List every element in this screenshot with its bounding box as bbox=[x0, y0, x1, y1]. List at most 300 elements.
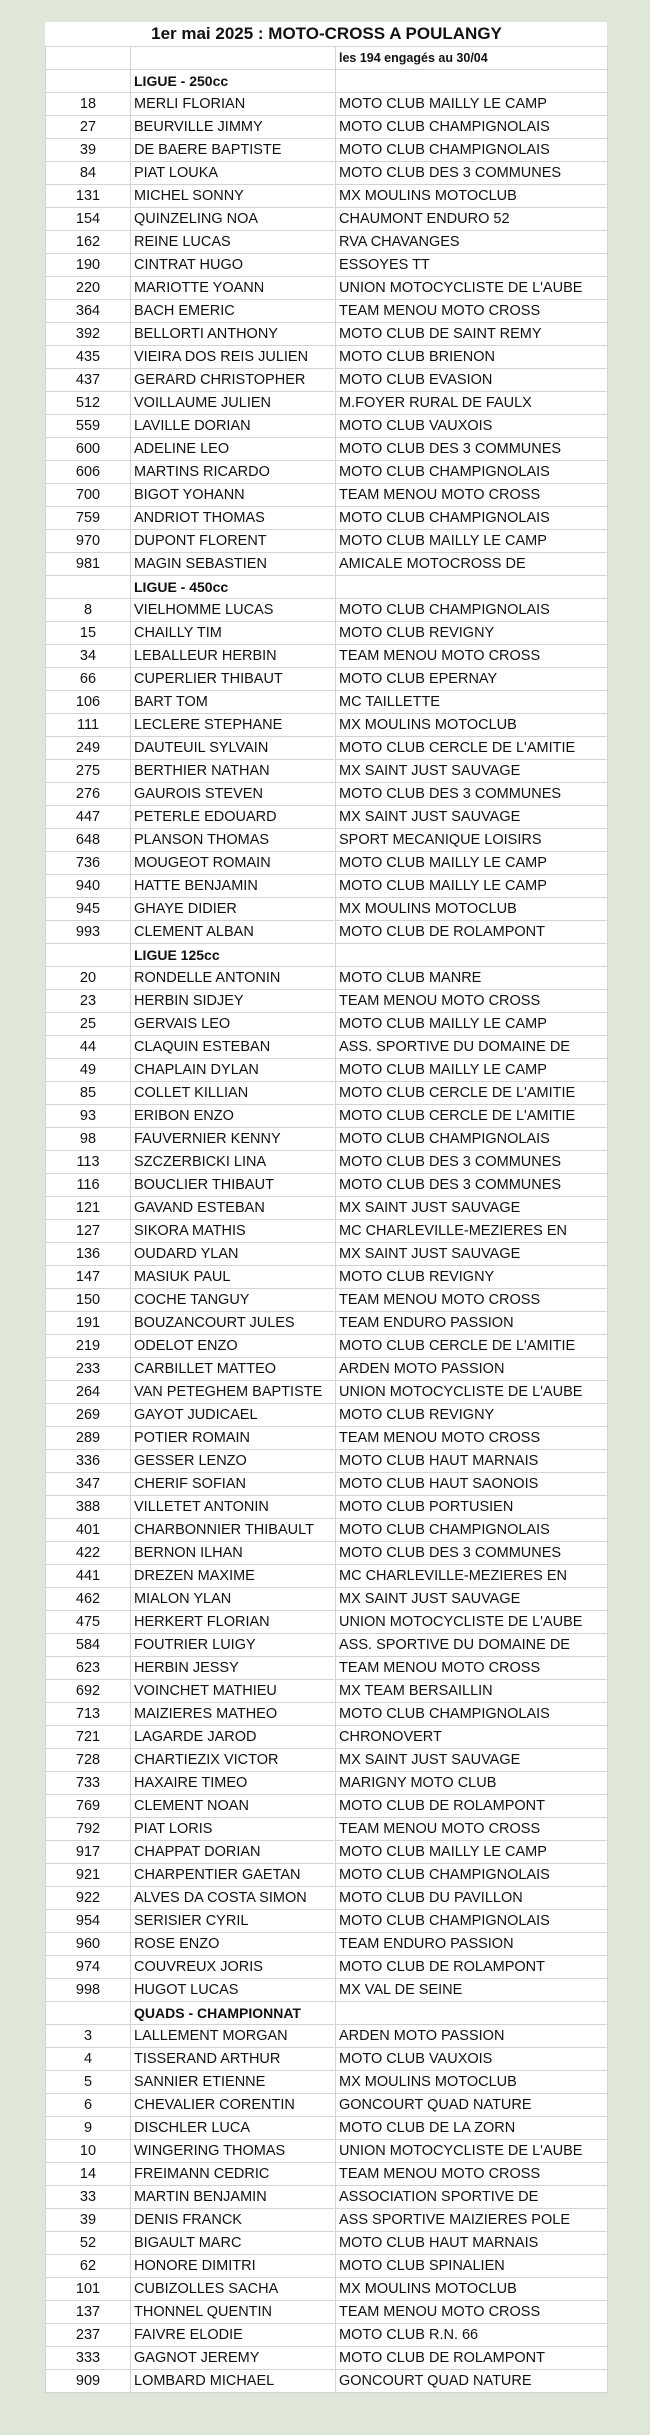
rider-club: MOTO CLUB DES 3 COMMUNES bbox=[336, 782, 608, 805]
rider-number: 131 bbox=[46, 184, 131, 207]
rider-club: MOTO CLUB REVIGNY bbox=[336, 1403, 608, 1426]
rider-club: MOTO CLUB CHAMPIGNOLAIS bbox=[336, 138, 608, 161]
rider-number: 106 bbox=[46, 690, 131, 713]
rider-name: DISCHLER LUCA bbox=[131, 2116, 336, 2139]
rider-row bbox=[46, 92, 608, 115]
rider-club: MOTO CLUB DES 3 COMMUNES bbox=[336, 161, 608, 184]
rider-name: MERLI FLORIAN bbox=[131, 92, 336, 115]
rider-name: ADELINE LEO bbox=[131, 437, 336, 460]
rider-number: 475 bbox=[46, 1610, 131, 1633]
rider-row bbox=[46, 1495, 608, 1518]
rider-club: MX MOULINS MOTOCLUB bbox=[336, 2277, 608, 2300]
rider-number: 960 bbox=[46, 1932, 131, 1955]
rider-number: 34 bbox=[46, 644, 131, 667]
rider-row bbox=[46, 414, 608, 437]
rider-row bbox=[46, 1932, 608, 1955]
rider-row bbox=[46, 598, 608, 621]
blank-cell bbox=[46, 575, 131, 598]
rider-number: 39 bbox=[46, 138, 131, 161]
rider-row bbox=[46, 966, 608, 989]
rider-number: 447 bbox=[46, 805, 131, 828]
rider-number: 559 bbox=[46, 414, 131, 437]
section-label: LIGUE - 250cc bbox=[131, 69, 336, 92]
rider-number: 435 bbox=[46, 345, 131, 368]
rider-number: 974 bbox=[46, 1955, 131, 1978]
rider-club: MOTO CLUB HAUT MARNAIS bbox=[336, 1449, 608, 1472]
rider-number: 600 bbox=[46, 437, 131, 460]
rider-number: 98 bbox=[46, 1127, 131, 1150]
rider-number: 85 bbox=[46, 1081, 131, 1104]
rider-number: 721 bbox=[46, 1725, 131, 1748]
rider-name: PIAT LORIS bbox=[131, 1817, 336, 1840]
rider-name: BERTHIER NATHAN bbox=[131, 759, 336, 782]
rider-row bbox=[46, 2300, 608, 2323]
rider-number: 606 bbox=[46, 460, 131, 483]
rider-number: 512 bbox=[46, 391, 131, 414]
rider-club: MOTO CLUB MAILLY LE CAMP bbox=[336, 1058, 608, 1081]
rider-row bbox=[46, 1081, 608, 1104]
rider-number: 18 bbox=[46, 92, 131, 115]
rider-number: 333 bbox=[46, 2346, 131, 2369]
rider-name: MIALON YLAN bbox=[131, 1587, 336, 1610]
rider-number: 10 bbox=[46, 2139, 131, 2162]
rider-club: MOTO CLUB MAILLY LE CAMP bbox=[336, 92, 608, 115]
section-label: LIGUE 125cc bbox=[131, 943, 336, 966]
rider-name: VIEIRA DOS REIS JULIEN bbox=[131, 345, 336, 368]
rider-name: COLLET KILLIAN bbox=[131, 1081, 336, 1104]
rider-club: TEAM MENOU MOTO CROSS bbox=[336, 2300, 608, 2323]
rider-name: WINGERING THOMAS bbox=[131, 2139, 336, 2162]
rider-row bbox=[46, 2369, 608, 2392]
rider-row bbox=[46, 1472, 608, 1495]
rider-row bbox=[46, 897, 608, 920]
rider-row bbox=[46, 1610, 608, 1633]
rider-name: CINTRAT HUGO bbox=[131, 253, 336, 276]
rider-name: GESSER LENZO bbox=[131, 1449, 336, 1472]
rider-club: MX SAINT JUST SAUVAGE bbox=[336, 759, 608, 782]
rider-number: 388 bbox=[46, 1495, 131, 1518]
rider-row bbox=[46, 644, 608, 667]
rider-club: MOTO CLUB MAILLY LE CAMP bbox=[336, 1840, 608, 1863]
rider-name: VAN PETEGHEM BAPTISTE bbox=[131, 1380, 336, 1403]
section-header-row bbox=[46, 575, 608, 598]
rider-club: MX MOULINS MOTOCLUB bbox=[336, 713, 608, 736]
rider-number: 940 bbox=[46, 874, 131, 897]
rider-number: 220 bbox=[46, 276, 131, 299]
rider-club: MOTO CLUB SPINALIEN bbox=[336, 2254, 608, 2277]
rider-name: LALLEMENT MORGAN bbox=[131, 2024, 336, 2047]
rider-club: MOTO CLUB DE ROLAMPONT bbox=[336, 1794, 608, 1817]
rider-club: TEAM MENOU MOTO CROSS bbox=[336, 299, 608, 322]
rider-club: MOTO CLUB CERCLE DE L'AMITIE bbox=[336, 1104, 608, 1127]
rider-row bbox=[46, 1886, 608, 1909]
rider-number: 909 bbox=[46, 2369, 131, 2392]
rider-name: SZCZERBICKI LINA bbox=[131, 1150, 336, 1173]
rider-club: MOTO CLUB CHAMPIGNOLAIS bbox=[336, 460, 608, 483]
rider-row bbox=[46, 759, 608, 782]
rider-number: 8 bbox=[46, 598, 131, 621]
rider-name: CHARPENTIER GAETAN bbox=[131, 1863, 336, 1886]
rider-club: MOTO CLUB CHAMPIGNOLAIS bbox=[336, 506, 608, 529]
rider-name: MICHEL SONNY bbox=[131, 184, 336, 207]
rider-club: MOTO CLUB CHAMPIGNOLAIS bbox=[336, 598, 608, 621]
rider-club: MOTO CLUB DE LA ZORN bbox=[336, 2116, 608, 2139]
rider-name: VIELHOMME LUCAS bbox=[131, 598, 336, 621]
rider-number: 137 bbox=[46, 2300, 131, 2323]
rider-club: MX VAL DE SEINE bbox=[336, 1978, 608, 2001]
rider-name: VOILLAUME JULIEN bbox=[131, 391, 336, 414]
rider-number: 276 bbox=[46, 782, 131, 805]
rider-row bbox=[46, 874, 608, 897]
rider-club: SPORT MECANIQUE LOISIRS bbox=[336, 828, 608, 851]
rider-club: UNION MOTOCYCLISTE DE L'AUBE bbox=[336, 2139, 608, 2162]
rider-number: 25 bbox=[46, 1012, 131, 1035]
rider-number: 981 bbox=[46, 552, 131, 575]
rider-row bbox=[46, 1265, 608, 1288]
rider-row bbox=[46, 1035, 608, 1058]
rider-row bbox=[46, 2116, 608, 2139]
rider-number: 44 bbox=[46, 1035, 131, 1058]
blank-cell bbox=[46, 943, 131, 966]
rider-name: BIGAULT MARC bbox=[131, 2231, 336, 2254]
rider-number: 191 bbox=[46, 1311, 131, 1334]
rider-club: MOTO CLUB HAUT MARNAIS bbox=[336, 2231, 608, 2254]
blank-cell bbox=[131, 46, 336, 69]
rider-row bbox=[46, 2277, 608, 2300]
rider-club: ASSOCIATION SPORTIVE DE bbox=[336, 2185, 608, 2208]
rider-club: CHAUMONT ENDURO 52 bbox=[336, 207, 608, 230]
rider-number: 190 bbox=[46, 253, 131, 276]
rider-number: 154 bbox=[46, 207, 131, 230]
rider-club: MX MOULINS MOTOCLUB bbox=[336, 184, 608, 207]
rider-club: MOTO CLUB R.N. 66 bbox=[336, 2323, 608, 2346]
rider-club: GONCOURT QUAD NATURE bbox=[336, 2369, 608, 2392]
rider-name: HATTE BENJAMIN bbox=[131, 874, 336, 897]
rider-name: HERBIN JESSY bbox=[131, 1656, 336, 1679]
rider-row bbox=[46, 1679, 608, 1702]
rider-club: UNION MOTOCYCLISTE DE L'AUBE bbox=[336, 1380, 608, 1403]
rider-name: FAIVRE ELODIE bbox=[131, 2323, 336, 2346]
rider-club: ASS. SPORTIVE DU DOMAINE DE bbox=[336, 1633, 608, 1656]
rider-number: 769 bbox=[46, 1794, 131, 1817]
rider-name: DAUTEUIL SYLVAIN bbox=[131, 736, 336, 759]
rider-club: MOTO CLUB DES 3 COMMUNES bbox=[336, 1173, 608, 1196]
rider-club: ASS. SPORTIVE DU DOMAINE DE bbox=[336, 1035, 608, 1058]
blank-cell bbox=[336, 2001, 608, 2024]
rider-name: VILLETET ANTONIN bbox=[131, 1495, 336, 1518]
rider-name: CUPERLIER THIBAUT bbox=[131, 667, 336, 690]
rider-row bbox=[46, 713, 608, 736]
rider-row bbox=[46, 1173, 608, 1196]
rider-club: MX MOULINS MOTOCLUB bbox=[336, 897, 608, 920]
rider-name: MAGIN SEBASTIEN bbox=[131, 552, 336, 575]
rider-number: 917 bbox=[46, 1840, 131, 1863]
rider-name: BELLORTI ANTHONY bbox=[131, 322, 336, 345]
rider-name: HONORE DIMITRI bbox=[131, 2254, 336, 2277]
rider-row bbox=[46, 1058, 608, 1081]
rider-number: 249 bbox=[46, 736, 131, 759]
rider-name: PLANSON THOMAS bbox=[131, 828, 336, 851]
rider-number: 759 bbox=[46, 506, 131, 529]
rider-row bbox=[46, 1012, 608, 1035]
rider-number: 84 bbox=[46, 161, 131, 184]
rider-number: 66 bbox=[46, 667, 131, 690]
rider-number: 233 bbox=[46, 1357, 131, 1380]
rider-number: 150 bbox=[46, 1288, 131, 1311]
rider-club: MOTO CLUB BRIENON bbox=[336, 345, 608, 368]
rider-number: 289 bbox=[46, 1426, 131, 1449]
rider-row bbox=[46, 1794, 608, 1817]
rider-number: 9 bbox=[46, 2116, 131, 2139]
rider-row bbox=[46, 161, 608, 184]
rider-number: 970 bbox=[46, 529, 131, 552]
rider-row bbox=[46, 1955, 608, 1978]
rider-number: 33 bbox=[46, 2185, 131, 2208]
rider-number: 5 bbox=[46, 2070, 131, 2093]
rider-row bbox=[46, 1978, 608, 2001]
rider-row bbox=[46, 115, 608, 138]
rider-club: MOTO CLUB VAUXOIS bbox=[336, 2047, 608, 2070]
rider-row bbox=[46, 2323, 608, 2346]
rider-club: MOTO CLUB CERCLE DE L'AMITIE bbox=[336, 1334, 608, 1357]
rider-row bbox=[46, 1380, 608, 1403]
rider-club: TEAM MENOU MOTO CROSS bbox=[336, 1656, 608, 1679]
rider-number: 116 bbox=[46, 1173, 131, 1196]
rider-club: TEAM MENOU MOTO CROSS bbox=[336, 989, 608, 1012]
rider-number: 336 bbox=[46, 1449, 131, 1472]
rider-club: MOTO CLUB CERCLE DE L'AMITIE bbox=[336, 736, 608, 759]
rider-row bbox=[46, 322, 608, 345]
rider-name: GAYOT JUDICAEL bbox=[131, 1403, 336, 1426]
rider-row bbox=[46, 460, 608, 483]
rider-name: REINE LUCAS bbox=[131, 230, 336, 253]
rider-row bbox=[46, 736, 608, 759]
rider-club: GONCOURT QUAD NATURE bbox=[336, 2093, 608, 2116]
rider-club: MOTO CLUB MAILLY LE CAMP bbox=[336, 851, 608, 874]
rider-club: MOTO CLUB EVASION bbox=[336, 368, 608, 391]
section-label: QUADS - CHAMPIONNAT bbox=[131, 2001, 336, 2024]
rider-row bbox=[46, 253, 608, 276]
rider-name: SANNIER ETIENNE bbox=[131, 2070, 336, 2093]
rider-number: 713 bbox=[46, 1702, 131, 1725]
rider-club: MOTO CLUB REVIGNY bbox=[336, 621, 608, 644]
rider-name: GAGNOT JEREMY bbox=[131, 2346, 336, 2369]
rider-row bbox=[46, 667, 608, 690]
rider-row bbox=[46, 2093, 608, 2116]
rider-number: 3 bbox=[46, 2024, 131, 2047]
rider-club: TEAM MENOU MOTO CROSS bbox=[336, 483, 608, 506]
rider-row bbox=[46, 1150, 608, 1173]
rider-name: DENIS FRANCK bbox=[131, 2208, 336, 2231]
rider-name: BACH EMERIC bbox=[131, 299, 336, 322]
rider-club: ARDEN MOTO PASSION bbox=[336, 2024, 608, 2047]
rider-number: 237 bbox=[46, 2323, 131, 2346]
rider-club: MOTO CLUB DE ROLAMPONT bbox=[336, 920, 608, 943]
rider-name: MARTIN BENJAMIN bbox=[131, 2185, 336, 2208]
rider-name: LAVILLE DORIAN bbox=[131, 414, 336, 437]
rider-name: GERVAIS LEO bbox=[131, 1012, 336, 1035]
rider-name: COCHE TANGUY bbox=[131, 1288, 336, 1311]
rider-number: 998 bbox=[46, 1978, 131, 2001]
rider-row bbox=[46, 1426, 608, 1449]
rider-row bbox=[46, 437, 608, 460]
rider-number: 4 bbox=[46, 2047, 131, 2070]
section-header-row bbox=[46, 2001, 608, 2024]
rider-name: MAIZIERES MATHEO bbox=[131, 1702, 336, 1725]
entries-count-note: les 194 engagés au 30/04 bbox=[336, 46, 608, 69]
rider-number: 922 bbox=[46, 1886, 131, 1909]
rider-name: OUDARD YLAN bbox=[131, 1242, 336, 1265]
rider-name: DE BAERE BAPTISTE bbox=[131, 138, 336, 161]
rider-club: TEAM MENOU MOTO CROSS bbox=[336, 1817, 608, 1840]
rider-name: CHARBONNIER THIBAULT bbox=[131, 1518, 336, 1541]
rider-club: MOTO CLUB DE ROLAMPONT bbox=[336, 1955, 608, 1978]
rider-name: MARIOTTE YOANN bbox=[131, 276, 336, 299]
rider-row bbox=[46, 2162, 608, 2185]
rider-number: 792 bbox=[46, 1817, 131, 1840]
rider-club: ESSOYES TT bbox=[336, 253, 608, 276]
rider-row bbox=[46, 1541, 608, 1564]
section-header-row bbox=[46, 69, 608, 92]
rider-number: 462 bbox=[46, 1587, 131, 1610]
rider-club: MX MOULINS MOTOCLUB bbox=[336, 2070, 608, 2093]
rider-club: UNION MOTOCYCLISTE DE L'AUBE bbox=[336, 276, 608, 299]
rider-club: MOTO CLUB DU PAVILLON bbox=[336, 1886, 608, 1909]
rider-club: MOTO CLUB MAILLY LE CAMP bbox=[336, 529, 608, 552]
rider-name: BEURVILLE JIMMY bbox=[131, 115, 336, 138]
rider-club: MOTO CLUB DE SAINT REMY bbox=[336, 322, 608, 345]
rider-row bbox=[46, 782, 608, 805]
blank-cell bbox=[336, 69, 608, 92]
rider-name: FREIMANN CEDRIC bbox=[131, 2162, 336, 2185]
rider-number: 728 bbox=[46, 1748, 131, 1771]
rider-row bbox=[46, 1633, 608, 1656]
rider-row bbox=[46, 1725, 608, 1748]
rider-number: 921 bbox=[46, 1863, 131, 1886]
rider-number: 275 bbox=[46, 759, 131, 782]
rider-name: TISSERAND ARTHUR bbox=[131, 2047, 336, 2070]
title-row bbox=[46, 22, 608, 46]
rider-club: ASS SPORTIVE MAIZIERES POLE bbox=[336, 2208, 608, 2231]
rider-row bbox=[46, 1357, 608, 1380]
rider-number: 623 bbox=[46, 1656, 131, 1679]
rider-number: 648 bbox=[46, 828, 131, 851]
rider-row bbox=[46, 483, 608, 506]
rider-row bbox=[46, 1817, 608, 1840]
rider-name: CARBILLET MATTEO bbox=[131, 1357, 336, 1380]
rider-club: MOTO CLUB VAUXOIS bbox=[336, 414, 608, 437]
rider-row bbox=[46, 989, 608, 1012]
rider-club: M.FOYER RURAL DE FAULX bbox=[336, 391, 608, 414]
rider-number: 23 bbox=[46, 989, 131, 1012]
rider-row bbox=[46, 1196, 608, 1219]
rider-name: GHAYE DIDIER bbox=[131, 897, 336, 920]
rider-row bbox=[46, 230, 608, 253]
rider-number: 127 bbox=[46, 1219, 131, 1242]
rider-row bbox=[46, 2047, 608, 2070]
rider-club: MOTO CLUB DES 3 COMMUNES bbox=[336, 1541, 608, 1564]
rider-row bbox=[46, 1288, 608, 1311]
rider-row bbox=[46, 1656, 608, 1679]
rider-number: 39 bbox=[46, 2208, 131, 2231]
rider-club: CHRONOVERT bbox=[336, 1725, 608, 1748]
rider-row bbox=[46, 368, 608, 391]
rider-row bbox=[46, 828, 608, 851]
rider-number: 113 bbox=[46, 1150, 131, 1173]
rider-name: HERKERT FLORIAN bbox=[131, 1610, 336, 1633]
rider-name: LOMBARD MICHAEL bbox=[131, 2369, 336, 2392]
rider-number: 15 bbox=[46, 621, 131, 644]
rider-club: MOTO CLUB CHAMPIGNOLAIS bbox=[336, 1863, 608, 1886]
rider-row bbox=[46, 391, 608, 414]
rider-number: 422 bbox=[46, 1541, 131, 1564]
rider-club: MOTO CLUB MAILLY LE CAMP bbox=[336, 874, 608, 897]
rider-row bbox=[46, 138, 608, 161]
rider-number: 993 bbox=[46, 920, 131, 943]
rider-club: MX SAINT JUST SAUVAGE bbox=[336, 1587, 608, 1610]
rider-club: AMICALE MOTOCROSS DE bbox=[336, 552, 608, 575]
rider-club: MOTO CLUB HAUT SAONOIS bbox=[336, 1472, 608, 1495]
page-title: 1er mai 2025 : MOTO-CROSS A POULANGY bbox=[151, 23, 502, 43]
rider-club: TEAM MENOU MOTO CROSS bbox=[336, 2162, 608, 2185]
blank-cell bbox=[336, 943, 608, 966]
rider-name: BOUCLIER THIBAUT bbox=[131, 1173, 336, 1196]
rider-name: CHARTIEZIX VICTOR bbox=[131, 1748, 336, 1771]
rider-number: 147 bbox=[46, 1265, 131, 1288]
rider-name: DREZEN MAXIME bbox=[131, 1564, 336, 1587]
rider-number: 93 bbox=[46, 1104, 131, 1127]
rider-name: ROSE ENZO bbox=[131, 1932, 336, 1955]
rider-club: TEAM MENOU MOTO CROSS bbox=[336, 644, 608, 667]
rider-row bbox=[46, 2208, 608, 2231]
rider-row bbox=[46, 529, 608, 552]
rider-name: HAXAIRE TIMEO bbox=[131, 1771, 336, 1794]
rider-row bbox=[46, 1518, 608, 1541]
rider-name: BERNON ILHAN bbox=[131, 1541, 336, 1564]
rider-name: THONNEL QUENTIN bbox=[131, 2300, 336, 2323]
rider-name: GAUROIS STEVEN bbox=[131, 782, 336, 805]
rider-name: CHAPPAT DORIAN bbox=[131, 1840, 336, 1863]
rider-row bbox=[46, 1863, 608, 1886]
rider-name: CLAQUIN ESTEBAN bbox=[131, 1035, 336, 1058]
rider-number: 162 bbox=[46, 230, 131, 253]
rider-name: CHEVALIER CORENTIN bbox=[131, 2093, 336, 2116]
rider-club: MX TEAM BERSAILLIN bbox=[336, 1679, 608, 1702]
rider-row bbox=[46, 1587, 608, 1610]
rider-row bbox=[46, 1311, 608, 1334]
rider-name: CLEMENT ALBAN bbox=[131, 920, 336, 943]
rider-name: ODELOT ENZO bbox=[131, 1334, 336, 1357]
rider-name: POTIER ROMAIN bbox=[131, 1426, 336, 1449]
rider-club: MOTO CLUB REVIGNY bbox=[336, 1265, 608, 1288]
rider-club: RVA CHAVANGES bbox=[336, 230, 608, 253]
rider-club: MOTO CLUB CERCLE DE L'AMITIE bbox=[336, 1081, 608, 1104]
rider-number: 62 bbox=[46, 2254, 131, 2277]
rider-row bbox=[46, 2024, 608, 2047]
rider-number: 736 bbox=[46, 851, 131, 874]
rider-club: MC TAILLETTE bbox=[336, 690, 608, 713]
rider-name: MARTINS RICARDO bbox=[131, 460, 336, 483]
rider-name: HUGOT LUCAS bbox=[131, 1978, 336, 2001]
rider-club: MX SAINT JUST SAUVAGE bbox=[336, 1242, 608, 1265]
rider-club: TEAM ENDURO PASSION bbox=[336, 1932, 608, 1955]
rider-club: MOTO CLUB CHAMPIGNOLAIS bbox=[336, 1909, 608, 1932]
rider-club: MOTO CLUB CHAMPIGNOLAIS bbox=[336, 1127, 608, 1150]
rider-club: MOTO CLUB DES 3 COMMUNES bbox=[336, 437, 608, 460]
rider-row bbox=[46, 1219, 608, 1242]
rider-number: 14 bbox=[46, 2162, 131, 2185]
blank-cell bbox=[46, 46, 131, 69]
